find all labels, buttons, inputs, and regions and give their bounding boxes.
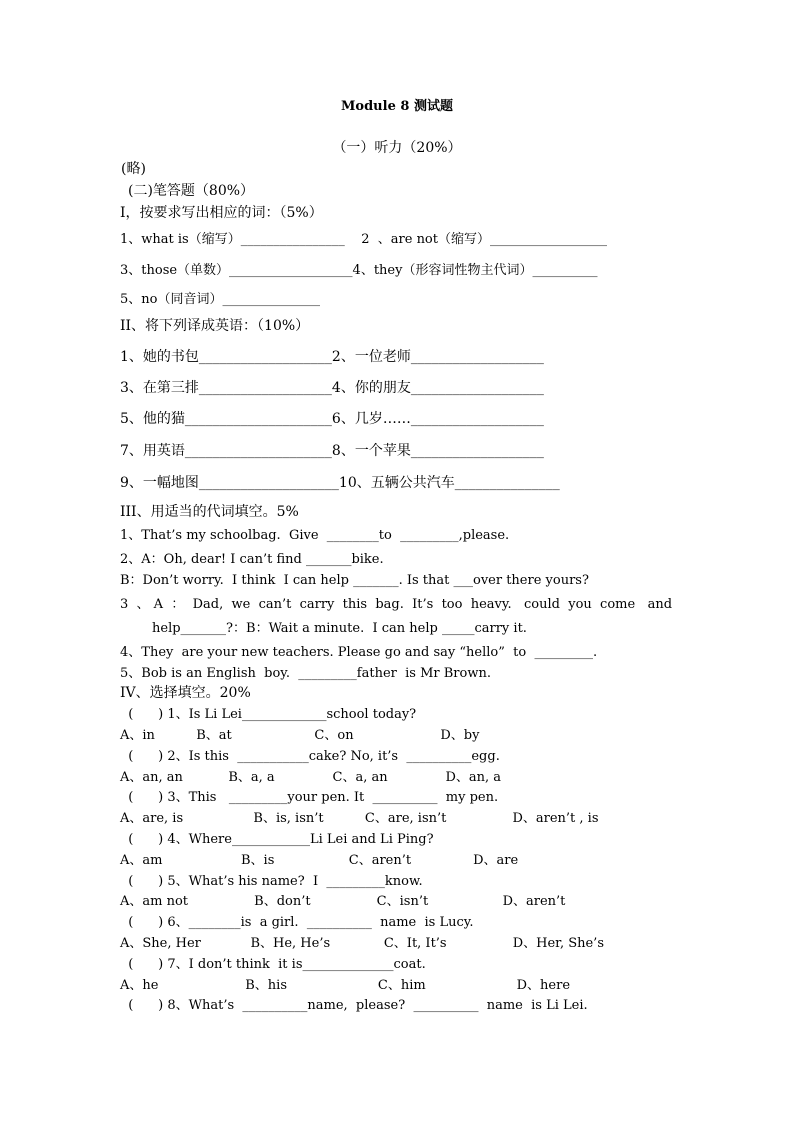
question: ( ) 8、What’s __________name, please? __________ name is Li Lei. (120, 998, 588, 1013)
question: ( ) 3、This _________your pen. It __________ my pen. (120, 790, 499, 805)
question: ( ) 4、Where____________Li Lei and Li Ping? (120, 832, 434, 847)
part3-line: help_______?：B：Wait a minute. I can help _____carry it. (152, 621, 527, 636)
part1-line: 5、no（同音词）_______________ (120, 292, 320, 307)
omitted-note: (略) (121, 161, 146, 177)
options: A、am not B、don’t C、isn’t D、aren’t (120, 894, 566, 909)
question: ( ) 6、________is a girl. __________ name is Lucy. (120, 915, 474, 930)
part3-line: 1、That’s my schoolbag. Give ________to _________,please. (120, 528, 510, 543)
part2-line: 5、他的猫_____________________6、几岁……___________________ (120, 411, 544, 427)
part2-line: 1、她的书包___________________2、一位老师___________________ (120, 349, 544, 365)
question: ( ) 7、I don’t think it is______________coat. (120, 957, 426, 972)
part2-line: 9、一幅地图____________________10、五辆公共汽车_______________ (120, 475, 560, 491)
part1-heading: I，按要求写出相应的词：（5%） (120, 205, 323, 221)
written-section-heading: (二)笔答题（80%） (128, 183, 255, 199)
options: A、She, Her B、He, He’s C、It, It’s D、Her, She’s (120, 936, 604, 951)
part2-line: 7、用英语_____________________8、一个苹果___________________ (120, 443, 544, 459)
part3-line: 5、Bob is an English boy. _________father is Mr Brown. (120, 666, 491, 681)
part2-heading: II、将下列译成英语：（10%） (120, 318, 310, 334)
options: A、in B、at C、on D、by (120, 728, 480, 743)
part3-line: 4、They are your new teachers. Please go and say “hello” to _________. (120, 645, 598, 660)
part2-line: 3、在第三排___________________4、你的朋友___________________ (120, 380, 544, 396)
part3-heading: III、用适当的代词填空。5% (120, 504, 299, 520)
part1-line: 3、those（单数）___________________4、they（形容词性物主代词）__________ (120, 263, 598, 278)
question: ( ) 1、Is Li Lei_____________school today? (120, 707, 417, 722)
document-title: Module 8 测试题 (341, 99, 453, 114)
part4-heading: IV、选择填空。20% (120, 685, 251, 701)
options: A、an, an B、a, a C、a, an D、an, a (120, 770, 502, 785)
part3-line: 2、A：Oh, dear! I can’t find _______bike. (120, 552, 384, 567)
options: A、are, is B、is, isn’t C、are, isn’t D、aren’t , is (120, 811, 599, 826)
listening-section-heading: （一）听力（20%） (332, 140, 462, 156)
part1-line: 1、what is（缩写）________________ 2 、are not（缩写）__________________ (120, 232, 607, 247)
options: A、am B、is C、aren’t D、are (120, 853, 519, 868)
part3-line: B：Don’t worry. I think I can help _______. Is that ___over there yours? (120, 573, 589, 588)
options: A、he B、his C、him D、here (120, 978, 571, 993)
part3-line: 3 、 A ： Dad, we can’t carry this bag. It’s too heavy. could you come and (120, 597, 673, 612)
question: ( ) 2、Is this ___________cake? No, it’s __________egg. (120, 749, 500, 764)
question: ( ) 5、What’s his name? I _________know. (120, 874, 423, 889)
